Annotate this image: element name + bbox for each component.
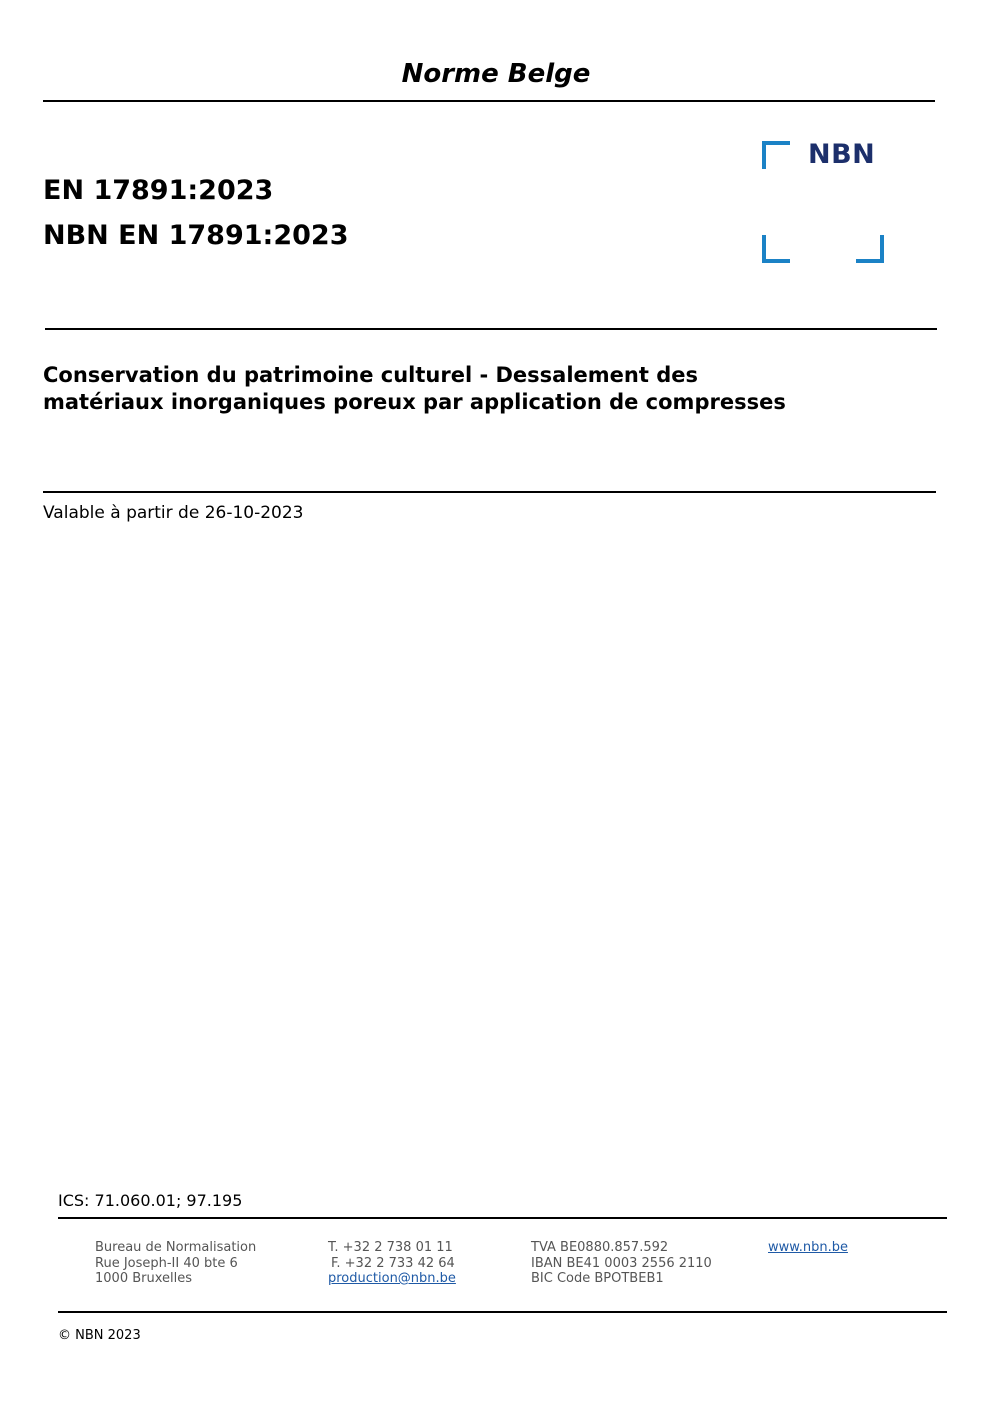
section-divider-2: [43, 491, 936, 493]
footer-web: [768, 1240, 848, 1256]
footer-email-link[interactable]: production@nbn.be: [328, 1271, 456, 1286]
document-title-line-1: Conservation du patrimoine culturel - Dessalement des: [43, 363, 698, 387]
standard-code-en: EN 17891:2023: [43, 175, 274, 206]
ics-codes: ICS: 71.060.01; 97.195: [58, 1191, 243, 1210]
footer-contact: [328, 1240, 456, 1287]
footer-address-line: Bureau de Normalisation: [95, 1240, 257, 1255]
logo-corner-bottom-right: [856, 235, 884, 263]
footer-address: [95, 1240, 256, 1287]
header-divider: [43, 100, 935, 102]
document-title-line-2: matériaux inorganiques poreux par application de compresses: [43, 390, 786, 414]
section-divider-1: [45, 328, 937, 330]
footer-bank: [531, 1240, 712, 1287]
logo-corner-bottom-left: [762, 235, 790, 263]
standard-code-nbn: NBN EN 17891:2023: [43, 220, 349, 251]
footer-address-line: Rue Joseph-II 40 bte 6: [95, 1255, 238, 1271]
footer-address-line: 1000 Bruxelles: [95, 1271, 193, 1286]
document-title: [43, 362, 923, 416]
logo-wordmark: NBN: [808, 139, 876, 170]
copyright: © NBN 2023: [58, 1328, 141, 1343]
valid-from: Valable à partir de 26-10-2023: [43, 503, 304, 523]
footer-fax: F. +32 2 733 42 64: [331, 1255, 455, 1271]
footer-bic: BIC Code BPOTBEB1: [531, 1271, 664, 1286]
footer-iban: IBAN BE41 0003 2556 2110: [531, 1255, 712, 1271]
footer-divider-top: [58, 1217, 947, 1219]
logo-corner-top-left: [762, 141, 790, 169]
footer-phone: T. +32 2 738 01 11: [328, 1240, 453, 1255]
footer-divider-bottom: [58, 1311, 947, 1313]
nbn-logo: [762, 141, 884, 263]
footer-website-link[interactable]: www.nbn.be: [768, 1240, 848, 1255]
header-title: Norme Belge: [401, 59, 591, 89]
footer-vat: TVA BE0880.857.592: [531, 1240, 669, 1255]
